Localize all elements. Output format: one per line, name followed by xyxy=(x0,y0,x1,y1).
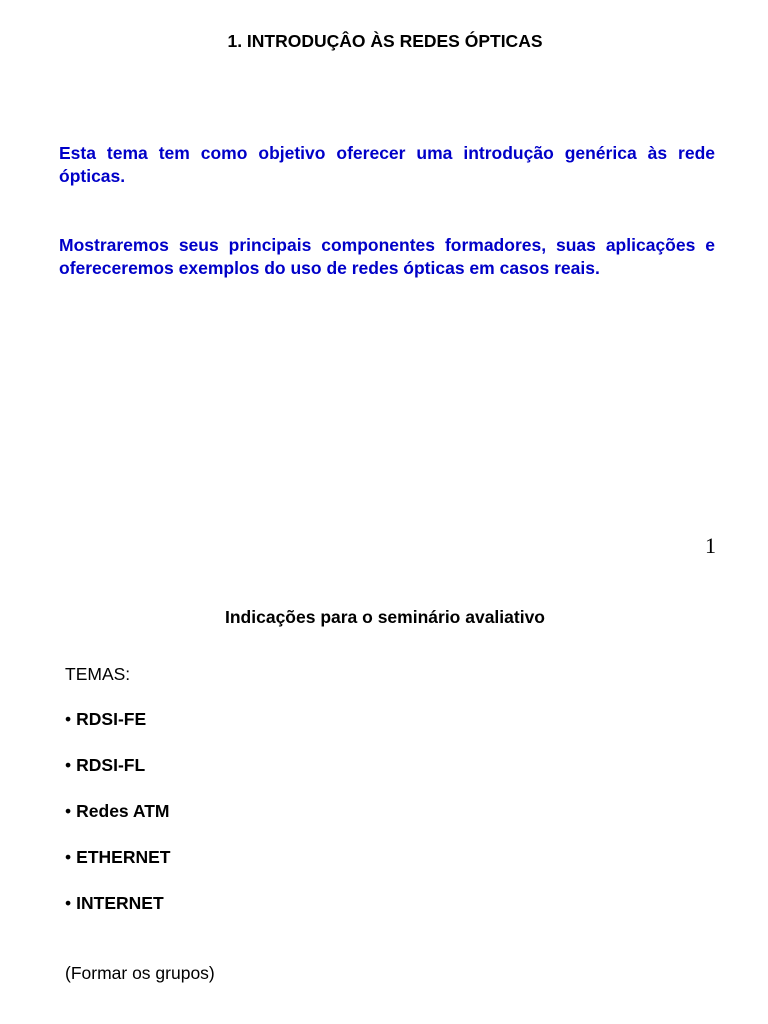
bullet-icon: • xyxy=(65,801,72,821)
bullet-icon: • xyxy=(65,847,72,867)
temas-label: TEMAS: xyxy=(65,664,131,684)
topic-label: INTERNET xyxy=(76,893,164,913)
list-item xyxy=(65,892,170,938)
footnote: (Formar os grupos) xyxy=(65,963,215,983)
intro-paragraph: Esta tema tem como objetivo oferecer uma introdução genérica às rede ópticas. xyxy=(59,143,715,186)
topic-label: Redes ATM xyxy=(76,801,170,821)
list-item xyxy=(65,846,170,892)
bullet-icon: • xyxy=(65,893,72,913)
topic-list xyxy=(65,708,170,938)
slide-title: 1. INTRODUÇÂO ÀS REDES ÓPTICAS xyxy=(227,31,543,51)
list-item xyxy=(65,708,170,754)
topic-label: RDSI-FL xyxy=(76,755,146,775)
seminar-title: Indicações para o seminário avaliativo xyxy=(225,607,545,627)
description-paragraph: Mostraremos seus principais componentes formadores, suas aplicações e ofereceremos exemplos do uso de redes ópticas em casos reais. xyxy=(59,235,715,278)
page-number: 1 xyxy=(705,533,716,558)
slide-2 xyxy=(0,590,768,1024)
bullet-icon: • xyxy=(65,709,72,729)
bullet-icon: • xyxy=(65,755,72,775)
topic-label: RDSI-FE xyxy=(76,709,147,729)
list-item xyxy=(65,800,170,846)
topic-label: ETHERNET xyxy=(76,847,171,867)
list-item xyxy=(65,754,170,800)
